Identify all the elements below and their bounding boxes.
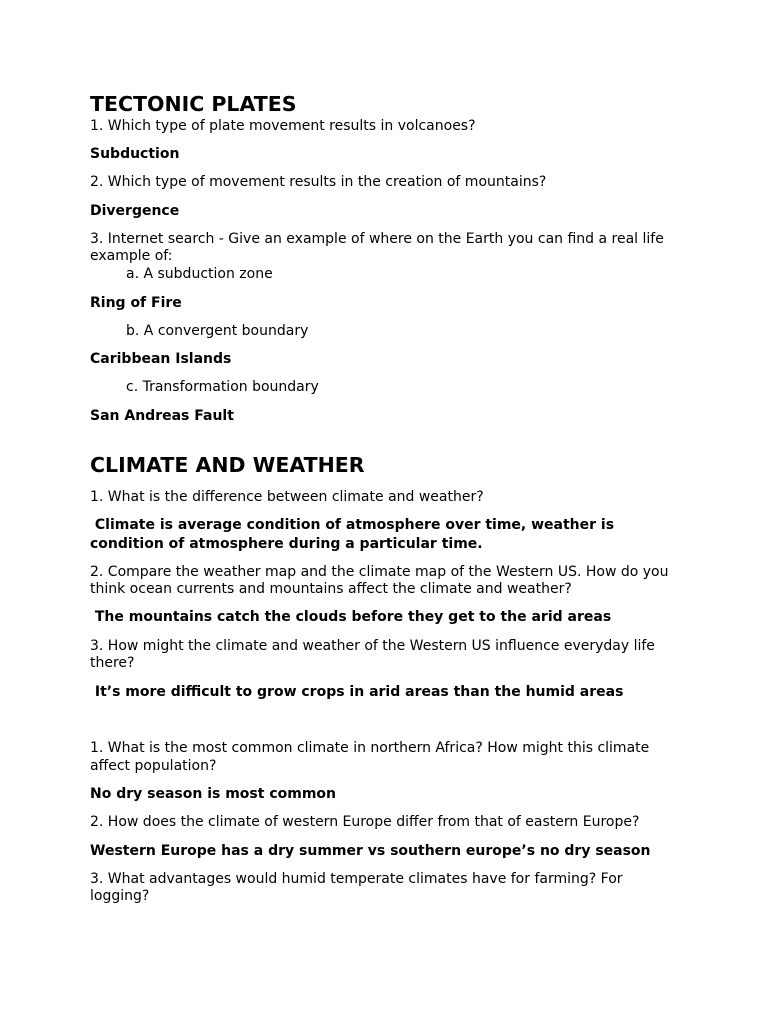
answer-text: Subduction xyxy=(90,146,180,162)
sub-question-text: a. A subduction zone xyxy=(126,266,273,282)
question-text: 3. How might the climate and weather of the Western US influence everyday life xyxy=(90,638,655,654)
question-text: 3. What advantages would humid temperate climates have for farming? For xyxy=(90,871,623,887)
answer-text: It’s more difficult to grow crops in arid areas than the humid areas xyxy=(90,684,624,700)
section-heading-climate-and-weather: CLIMATE AND WEATHER xyxy=(90,453,365,477)
question-text-continued: example of: xyxy=(90,248,173,264)
answer-text: Western Europe has a dry summer vs southern europe’s no dry season xyxy=(90,843,651,859)
answer-text: No dry season is most common xyxy=(90,786,336,802)
sub-question-text: c. Transformation boundary xyxy=(126,379,319,395)
answer-text: Caribbean Islands xyxy=(90,351,232,367)
answer-text: San Andreas Fault xyxy=(90,408,234,424)
question-text-continued: think ocean currents and mountains affect the climate and weather? xyxy=(90,581,572,597)
answer-text-continued: condition of atmosphere during a particular time. xyxy=(90,536,483,552)
answer-text: Divergence xyxy=(90,203,180,219)
answer-text: Ring of Fire xyxy=(90,295,182,311)
question-text: 2. How does the climate of western Europe differ from that of eastern Europe? xyxy=(90,814,640,830)
question-text: 1. Which type of plate movement results in volcanoes? xyxy=(90,118,476,134)
question-text-continued: logging? xyxy=(90,888,150,904)
question-text: 2. Compare the weather map and the climate map of the Western US. How do you xyxy=(90,564,669,580)
question-text: 3. Internet search - Give an example of where on the Earth you can find a real life xyxy=(90,231,664,247)
question-text-continued: affect population? xyxy=(90,758,217,774)
question-text: 2. Which type of movement results in the creation of mountains? xyxy=(90,174,547,190)
answer-text: Climate is average condition of atmosphere over time, weather is xyxy=(90,517,615,533)
question-text: 1. What is the difference between climate and weather? xyxy=(90,489,484,505)
sub-question-text: b. A convergent boundary xyxy=(126,323,309,339)
question-text: 1. What is the most common climate in northern Africa? How might this climate xyxy=(90,740,650,756)
question-text-continued: there? xyxy=(90,655,135,671)
section-heading-tectonic-plates: TECTONIC PLATES xyxy=(90,92,297,116)
answer-text: The mountains catch the clouds before they get to the arid areas xyxy=(90,609,612,625)
